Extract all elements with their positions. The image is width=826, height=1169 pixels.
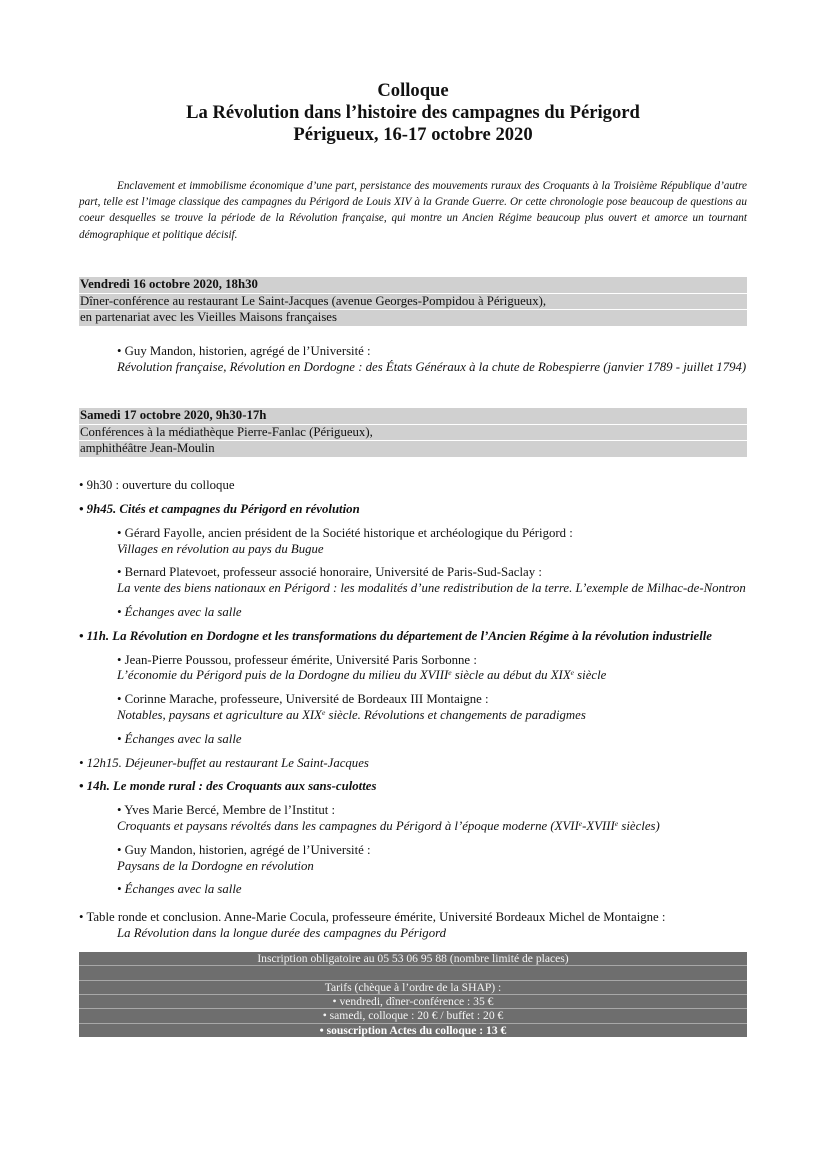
saturday-header-band bbox=[79, 408, 747, 458]
session-3-talk-2 bbox=[79, 843, 747, 875]
document-title bbox=[79, 80, 747, 146]
lunch-item: • 12h15. Déjeuner-buffet au restaurant Le Saint-Jacques bbox=[79, 755, 369, 770]
intro-paragraph: Enclavement et immobilisme économique d’une part, persistance des mouvements ruraux des Croquants à la Troisième République d’autre part, telle est l’image classique des campagnes du Périgord de Louis XIV à la Grande Guerre. Or cette chronologie pose beaucoup de questions au coeur desquelles se trouve la période de la Révolution française, qui montre un Ancien Régime beaucoup plus ouvert et amorce un tournant démographique et politique décisif. bbox=[79, 180, 747, 241]
session-2-exchanges: • Échanges avec la salle bbox=[117, 731, 242, 746]
tarif-proceedings: • souscription Actes du colloque : 13 € bbox=[319, 1023, 507, 1037]
conclusion-item bbox=[79, 910, 747, 942]
registration-line: Inscription obligatoire au 05 53 06 95 88 (nombre limité de places) bbox=[79, 952, 747, 966]
saturday-room: amphithéâtre Jean-Moulin bbox=[79, 441, 747, 458]
saturday-heading: Samedi 17 octobre 2020, 9h30-17h bbox=[79, 408, 747, 425]
friday-partner: en partenariat avec les Vieilles Maisons françaises bbox=[79, 310, 747, 327]
title-line-1: Colloque bbox=[377, 80, 449, 101]
friday-talk bbox=[79, 344, 747, 376]
speaker: • Yves Marie Bercé, Membre de l’Institut : bbox=[117, 803, 336, 818]
talk-title: Villages en révolution au pays du Bugue bbox=[117, 541, 324, 556]
speaker: • Gérard Fayolle, ancien président de la Société historique et archéologique du Périgord : bbox=[117, 525, 573, 540]
tarifs-heading: Tarifs (chèque à l’ordre de la SHAP) : bbox=[79, 981, 747, 995]
page bbox=[79, 80, 747, 1037]
spacer-line bbox=[79, 966, 747, 980]
session-3-talk-1 bbox=[79, 803, 747, 835]
session-1-heading: • 9h45. Cités et campagnes du Périgord en révolution bbox=[79, 501, 360, 516]
opening-item: • 9h30 : ouverture du colloque bbox=[79, 478, 235, 493]
speaker: • Jean-Pierre Poussou, professeur émérite, Université Paris Sorbonne : bbox=[117, 652, 477, 667]
conclusion-speaker: • Table ronde et conclusion. Anne-Marie Cocula, professeure émérite, Université Bordeaux Michel de Montaigne : bbox=[79, 910, 666, 925]
tarif-saturday: • samedi, colloque : 20 € / buffet : 20 € bbox=[79, 1009, 747, 1023]
speaker: • Guy Mandon, historien, agrégé de l’Université : bbox=[117, 842, 371, 857]
conclusion-title: La Révolution dans la longue durée des campagnes du Périgord bbox=[117, 925, 447, 940]
talk-title: L’économie du Périgord puis de la Dordogne du milieu du XVIIIe siècle au début du XIXe siècle bbox=[117, 668, 607, 683]
session-3-heading: • 14h. Le monde rural : des Croquants aux sans-culottes bbox=[79, 779, 377, 794]
friday-header-band bbox=[79, 277, 747, 327]
friday-speaker: • Guy Mandon, historien, agrégé de l’Université : bbox=[117, 344, 371, 359]
talk-title: Paysans de la Dordogne en révolution bbox=[117, 858, 314, 873]
friday-talk-title: Révolution française, Révolution en Dordogne : des États Généraux à la chute de Robespierre (janvier 1789 - juillet 1794) bbox=[117, 360, 747, 374]
speaker: • Corinne Marache, professeure, Université de Bordeaux III Montaigne : bbox=[117, 692, 489, 707]
talk-title: Croquants et paysans révoltés dans les campagnes du Périgord à l’époque moderne (XVIIe-XVIIIe siècles) bbox=[117, 818, 660, 833]
talk-title: La vente des biens nationaux en Périgord : les modalités d’une redistribution de la terre. L’exemple de Milhac-de-Nontron bbox=[117, 581, 746, 596]
talk-title: Notables, paysans et agriculture au XIXe siècle. Révolutions et changements de paradigmes bbox=[117, 707, 586, 722]
session-1-talk-2 bbox=[79, 565, 747, 597]
session-2-talk-2 bbox=[79, 692, 747, 724]
registration-box bbox=[79, 952, 747, 1037]
session-2-talk-1 bbox=[79, 653, 747, 685]
speaker: • Bernard Platevoet, professeur associé honoraire, Université de Paris-Sud-Saclay : bbox=[117, 565, 542, 580]
saturday-venue: Conférences à la médiathèque Pierre-Fanlac (Périgueux), bbox=[79, 425, 747, 442]
friday-heading: Vendredi 16 octobre 2020, 18h30 bbox=[79, 277, 747, 294]
friday-venue: Dîner-conférence au restaurant Le Saint-Jacques (avenue Georges-Pompidou à Périgueux), bbox=[79, 294, 747, 311]
tarif-friday: • vendredi, dîner-conférence : 35 € bbox=[79, 995, 747, 1009]
session-1-talk-1 bbox=[79, 526, 747, 558]
title-line-2: La Révolution dans l’histoire des campagnes du Périgord bbox=[186, 102, 640, 123]
title-line-3: Périgueux, 16-17 octobre 2020 bbox=[293, 124, 533, 145]
session-2-heading: • 11h. La Révolution en Dordogne et les transformations du département de l’Ancien Régime à la révolution industrielle bbox=[79, 628, 712, 643]
session-3-exchanges: • Échanges avec la salle bbox=[117, 882, 242, 897]
session-1-exchanges: • Échanges avec la salle bbox=[117, 604, 242, 619]
